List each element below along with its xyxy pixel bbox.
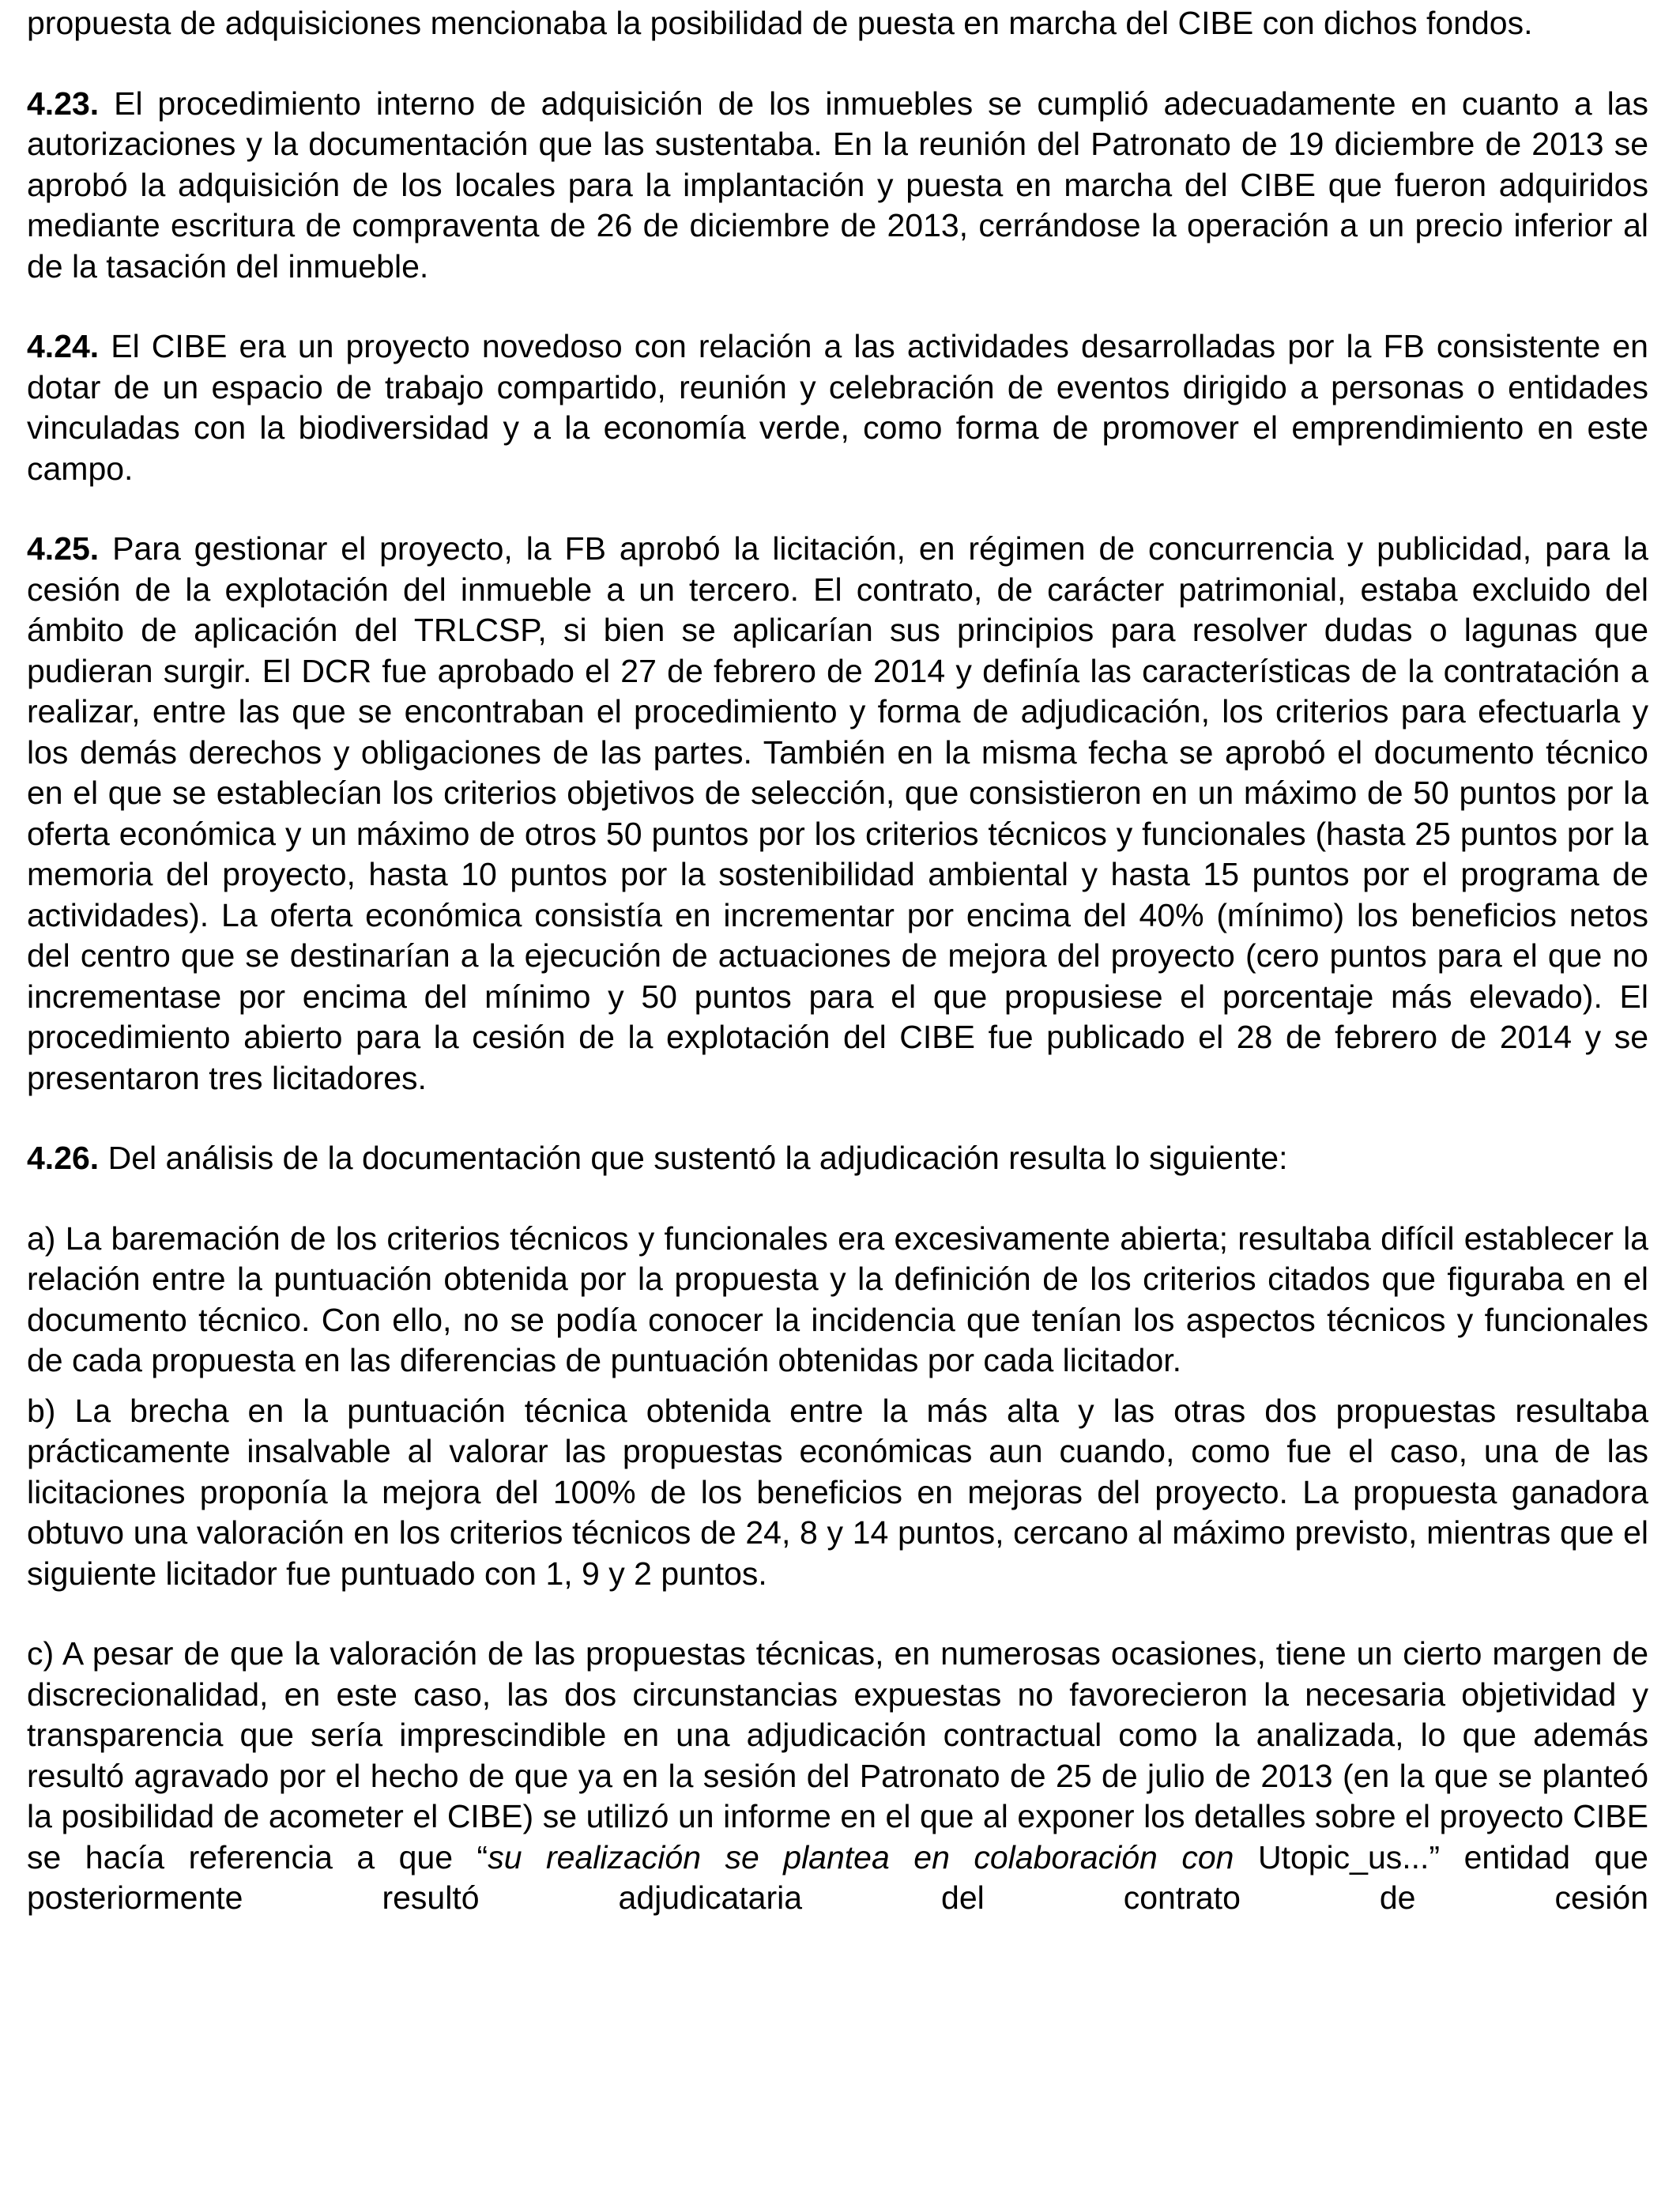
paragraph-number: 4.25. [27,530,100,567]
list-item-label: c) [27,1635,55,1672]
paragraph-4-25 [27,529,1648,1099]
list-item-text-end: Utopic_us...” entidad que posteriormente resultó adjudicataria del contrato de cesión [27,1838,1648,1916]
paragraph-4-23 [27,84,1648,288]
paragraph-number: 4.24. [27,328,100,364]
paragraph-4-26 [27,1138,1648,1179]
document-page [27,3,1648,1919]
paragraph-text: El procedimiento interno de adquisición de los inmuebles se cumplió adecuadamente en cuanto a las autorizaciones y la documentación que las sustentaba. En la reunión del Patronato de 19 diciembre de 2013 se aprobó la adquisición de los locales para la implantación y puesta en marcha del CIBE que fueron adquiridos mediante escritura de compraventa de 26 de diciembre de 2013, cerrándose la operación a un precio inferior al de la tasación del inmueble. [27,85,1648,285]
list-item-label: b) [27,1392,56,1429]
paragraph-4-24 [27,326,1648,489]
list-item-a [27,1219,1648,1382]
paragraph-number: 4.23. [27,85,100,122]
paragraph-text: Para gestionar el proyecto, la FB aprobó la licitación, en régimen de concurrencia y publicidad, para la cesión de la explotación del inmueble a un tercero. El contrato, de carácter patrimonial, estaba excluido del ámbito de aplicación del TRLCSP, si bien se aplicarían sus principios para resolver dudas o lagunas que pudieran surgir. El DCR fue aprobado el 27 de febrero de 2014 y definía las características de la contratación a realizar, entre las que se encontraban el procedimiento y forma de adjudicación, los criterios para efectuarla y los demás derechos y obligaciones de las partes. También en la misma fecha se aprobó el documento técnico en el que se establecían los criterios objetivos de selección, que consistieron en un máximo de 50 puntos por la oferta económica y un máximo de otros 50 puntos por los criterios técnicos y funcionales (hasta 25 puntos por la memoria del proyecto, hasta 10 puntos por la sostenibilidad ambiental y hasta 15 puntos por el programa de actividades). La oferta económica consistía en incrementar por encima del 40% (mínimo) los beneficios netos del centro que se destinarían a la ejecución de actuaciones de mejora del proyecto (cero puntos para el que no incrementase por encima del mínimo y 50 puntos para el que propusiese el porcentaje más elevado). El procedimiento abierto para la cesión de la explotación del CIBE fue publicado el 28 de febrero de 2014 y se presentaron tres licitadores. [27,530,1648,1096]
paragraph-text: El CIBE era un proyecto novedoso con relación a las actividades desarrolladas por la FB consistente en dotar de un espacio de trabajo compartido, reunión y celebración de eventos dirigido a personas o entidades vinculadas con la biodiversidad y a la economía verde, como forma de promover el emprendimiento en este campo. [27,328,1648,487]
list-item-b [27,1391,1648,1595]
paragraph-number: 4.26. [27,1140,100,1176]
continuation-paragraph [27,3,1648,44]
quoted-italic-text: su realización se plantea en colaboración con [488,1838,1234,1875]
list-item-text: A pesar de que la valoración de las propuestas técnicas, en numerosas ocasiones, tiene un cierto margen de discrecionalidad, en este caso, las dos circunstancias expuestas no favorecieron la necesaria objetividad y transparencia que sería imprescindible en una adjudicación contractual como la analizada, lo que además resultó agravado por el hecho de que ya en la sesión del Patronato de 25 de julio de 2013 (en la que se planteó la posibilidad de acometer el CIBE) se utilizó un informe en el que al exponer los detalles sobre el proyecto CIBE se hacía referencia a que “ [27,1635,1648,1875]
list-item-label: a) [27,1220,56,1257]
list-item-text: La brecha en la puntuación técnica obtenida entre la más alta y las otras dos propuestas resultaba prácticamente insalvable al valorar las propuestas económicas aun cuando, como fue el caso, una de las licitaciones proponía la mejora del 100% de los beneficios en mejoras del proyecto. La propuesta ganadora obtuvo una valoración en los criterios técnicos de 24, 8 y 14 puntos, cercano al máximo previsto, mientras que el siguiente licitador fue puntuado con 1, 9 y 2 puntos. [27,1392,1648,1592]
paragraph-text: Del análisis de la documentación que sustentó la adjudicación resulta lo siguiente: [107,1140,1288,1176]
continuation-text: propuesta de adquisiciones mencionaba la posibilidad de puesta en marcha del CIBE con dichos fondos. [27,5,1533,41]
list-item-c [27,1634,1648,1919]
list-item-text: La baremación de los criterios técnicos y funcionales era excesivamente abierta; resultaba difícil establecer la relación entre la puntuación obtenida por la propuesta y la definición de los criterios citados que figuraba en el documento técnico. Con ello, no se podía conocer la incidencia que tenían los aspectos técnicos y funcionales de cada propuesta en las diferencias de puntuación obtenidas por cada licitador. [27,1220,1648,1378]
